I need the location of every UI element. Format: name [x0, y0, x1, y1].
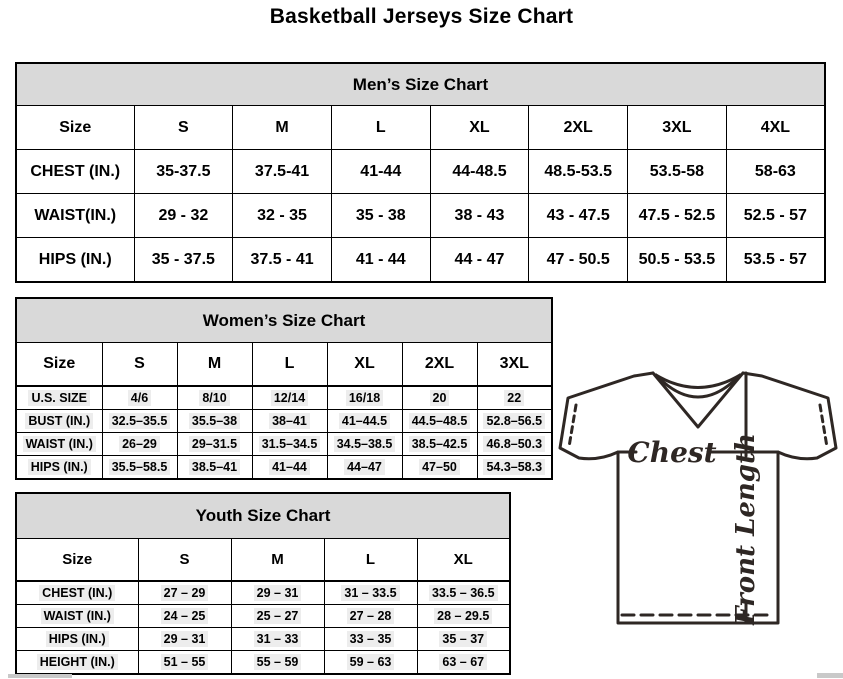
womens-column-header-row: [16, 343, 552, 387]
column-header: XL: [327, 343, 402, 387]
table-row: [16, 581, 510, 605]
size-value-cell: 31 – 33: [231, 628, 324, 651]
size-value-cell: 43 - 47.5: [529, 194, 628, 238]
table-row: [16, 456, 552, 480]
row-label: [16, 456, 102, 480]
size-value-cell: 35 - 37.5: [134, 238, 233, 283]
table-row: [16, 150, 825, 194]
size-value-cell: 33 – 35: [324, 628, 417, 651]
row-label: [16, 651, 138, 675]
womens-table-title-row: [16, 298, 552, 343]
size-value-cell: 48.5-53.5: [529, 150, 628, 194]
table-row: [16, 605, 510, 628]
row-label-text: HIPS (IN.): [46, 631, 109, 648]
size-value-cell: 20: [402, 386, 477, 410]
page-title: Basketball Jerseys Size Chart: [269, 5, 574, 28]
horizontal-scrollbar-fragment[interactable]: [8, 674, 72, 678]
mens-column-header-row: [16, 106, 825, 150]
size-value-cell: 31.5–34.5: [252, 433, 327, 456]
size-value-cell: 34.5–38.5: [327, 433, 402, 456]
size-value-cell: 38.5–41: [177, 456, 252, 480]
row-label-text: BUST (IN.): [25, 413, 93, 430]
size-value-cell: 8/10: [177, 386, 252, 410]
column-header: XL: [430, 106, 529, 150]
row-label-text: WAIST (IN.): [41, 608, 114, 625]
size-value-cell: 47–50: [402, 456, 477, 480]
youth-table-title: Youth Size Chart: [16, 493, 510, 539]
row-label-text: CHEST (IN.): [39, 585, 115, 602]
column-header: Size: [16, 539, 138, 582]
size-value-cell: 29–31.5: [177, 433, 252, 456]
row-label-text: HIPS (IN.): [28, 459, 91, 476]
row-label: WAIST(IN.): [16, 194, 134, 238]
size-value-cell: 26–29: [102, 433, 177, 456]
size-value-cell: 41-44: [331, 150, 430, 194]
table-row: [16, 238, 825, 283]
size-value-cell: 37.5 - 41: [233, 238, 332, 283]
size-value-cell: 41 - 44: [331, 238, 430, 283]
size-value-cell: 44-48.5: [430, 150, 529, 194]
table-row: [16, 194, 825, 238]
womens-table-title: Women’s Size Chart: [16, 298, 552, 343]
chest-label: Chest: [627, 436, 717, 469]
size-value-cell: 55 – 59: [231, 651, 324, 675]
size-value-cell: 35.5–38: [177, 410, 252, 433]
size-value-cell: 44 - 47: [430, 238, 529, 283]
size-value-cell: 29 - 32: [134, 194, 233, 238]
column-header: S: [102, 343, 177, 387]
mens-table-title-row: [16, 63, 825, 106]
youth-table-title-row: [16, 493, 510, 539]
column-header: Size: [16, 106, 134, 150]
size-value-cell: 51 – 55: [138, 651, 231, 675]
size-value-cell: 38 - 43: [430, 194, 529, 238]
table-row: [16, 386, 552, 410]
column-header: M: [233, 106, 332, 150]
column-header: 3XL: [477, 343, 552, 387]
table-row: [16, 651, 510, 675]
size-value-cell: 47 - 50.5: [529, 238, 628, 283]
size-value-cell: 54.3–58.3: [477, 456, 552, 480]
column-header: L: [324, 539, 417, 582]
column-header: Size: [16, 343, 102, 387]
row-label: CHEST (IN.): [16, 150, 134, 194]
table-row: [16, 410, 552, 433]
size-value-cell: 58-63: [726, 150, 825, 194]
left-sleeve-dashed-line: [569, 405, 576, 447]
size-value-cell: 24 – 25: [138, 605, 231, 628]
size-value-cell: 63 – 67: [417, 651, 510, 675]
size-value-cell: 50.5 - 53.5: [628, 238, 727, 283]
column-header: S: [138, 539, 231, 582]
size-value-cell: 27 – 29: [138, 581, 231, 605]
row-label: [16, 605, 138, 628]
column-header: L: [252, 343, 327, 387]
row-label: [16, 628, 138, 651]
size-value-cell: 53.5 - 57: [726, 238, 825, 283]
size-value-cell: 28 – 29.5: [417, 605, 510, 628]
size-value-cell: 41–44: [252, 456, 327, 480]
right-sleeve-dashed-line: [820, 405, 827, 447]
size-value-cell: 16/18: [327, 386, 402, 410]
size-value-cell: 44.5–48.5: [402, 410, 477, 433]
jersey-outline: [560, 373, 836, 623]
size-value-cell: 32.5–35.5: [102, 410, 177, 433]
womens-size-table: [15, 297, 553, 480]
size-value-cell: 33.5 – 36.5: [417, 581, 510, 605]
table-row: [16, 433, 552, 456]
size-value-cell: 12/14: [252, 386, 327, 410]
size-value-cell: 44–47: [327, 456, 402, 480]
row-label: [16, 386, 102, 410]
row-label-text: U.S. SIZE: [28, 390, 90, 407]
size-value-cell: 22: [477, 386, 552, 410]
size-value-cell: 25 – 27: [231, 605, 324, 628]
size-value-cell: 37.5-41: [233, 150, 332, 194]
column-header: S: [134, 106, 233, 150]
jersey-measurement-diagram: [557, 364, 841, 634]
column-header: 2XL: [402, 343, 477, 387]
youth-size-table: [15, 492, 511, 675]
mens-table-title: Men’s Size Chart: [16, 63, 825, 106]
column-header: 3XL: [628, 106, 727, 150]
row-label: HIPS (IN.): [16, 238, 134, 283]
size-value-cell: 46.8–50.3: [477, 433, 552, 456]
size-value-cell: 31 – 33.5: [324, 581, 417, 605]
column-header: M: [177, 343, 252, 387]
column-header: M: [231, 539, 324, 582]
size-value-cell: 32 - 35: [233, 194, 332, 238]
column-header: XL: [417, 539, 510, 582]
size-value-cell: 52.8–56.5: [477, 410, 552, 433]
table-row: [16, 628, 510, 651]
size-value-cell: 35.5–58.5: [102, 456, 177, 480]
size-value-cell: 35 - 38: [331, 194, 430, 238]
youth-column-header-row: [16, 539, 510, 582]
mens-size-table: [15, 62, 826, 283]
row-label: [16, 581, 138, 605]
size-value-cell: 27 – 28: [324, 605, 417, 628]
size-value-cell: 35 – 37: [417, 628, 510, 651]
size-value-cell: 29 – 31: [231, 581, 324, 605]
column-header: 2XL: [529, 106, 628, 150]
row-label-text: WAIST (IN.): [23, 436, 96, 453]
size-value-cell: 41–44.5: [327, 410, 402, 433]
size-value-cell: 4/6: [102, 386, 177, 410]
front-length-label: Front Length: [731, 433, 761, 625]
size-value-cell: 38.5–42.5: [402, 433, 477, 456]
column-header: 4XL: [726, 106, 825, 150]
size-value-cell: 35-37.5: [134, 150, 233, 194]
size-value-cell: 38–41: [252, 410, 327, 433]
size-value-cell: 59 – 63: [324, 651, 417, 675]
row-label: [16, 410, 102, 433]
size-value-cell: 53.5-58: [628, 150, 727, 194]
size-value-cell: 29 – 31: [138, 628, 231, 651]
column-header: L: [331, 106, 430, 150]
horizontal-scrollbar-fragment[interactable]: [817, 673, 843, 678]
size-value-cell: 47.5 - 52.5: [628, 194, 727, 238]
row-label: [16, 433, 102, 456]
size-value-cell: 52.5 - 57: [726, 194, 825, 238]
row-label-text: HEIGHT (IN.): [37, 654, 118, 671]
